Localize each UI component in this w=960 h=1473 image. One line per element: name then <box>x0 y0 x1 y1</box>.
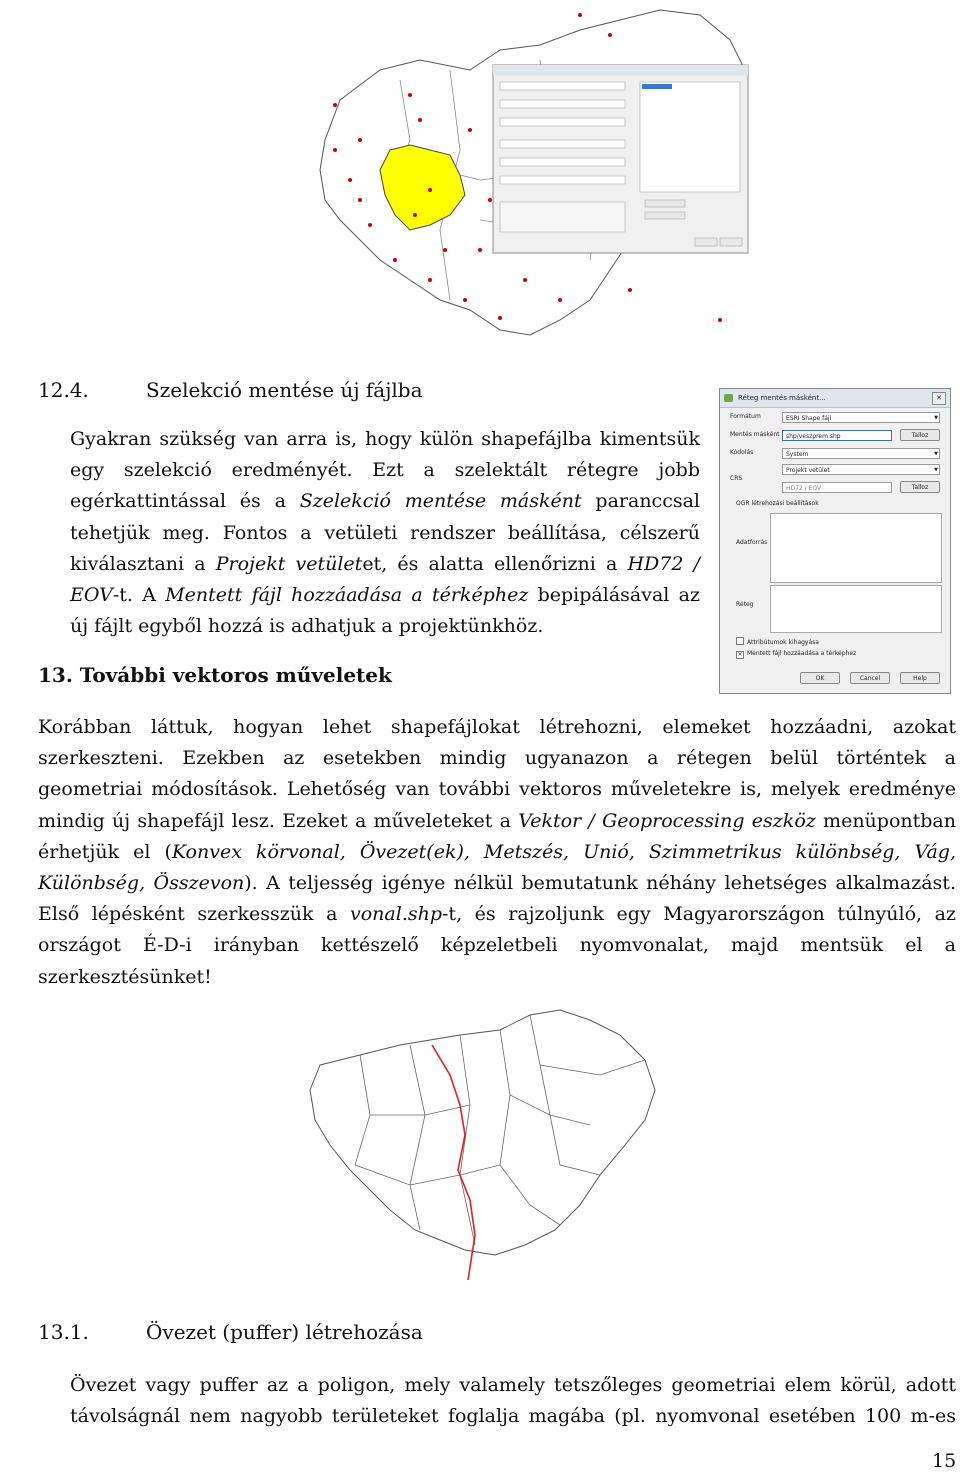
section-13-heading: 13. További vektoros műveletek <box>38 663 392 687</box>
selection-map-figure <box>300 0 760 345</box>
dialog-titlebar <box>720 389 950 408</box>
section-12-4-heading <box>38 378 423 402</box>
dialog-title: Réteg mentés másként... <box>738 394 826 402</box>
text-line: tehetjük meg. Fontos a vetületi rendszer beállítása, célszerű <box>70 521 700 544</box>
paragraph-selection-save <box>70 424 700 642</box>
format-label: Formátum <box>730 413 761 420</box>
text-line: egy szelekció eredményét. Ezt a szelektált rétegre jobb <box>70 459 700 482</box>
hungary-outline <box>310 1010 655 1255</box>
datasource-textarea[interactable] <box>770 513 942 583</box>
saveas-input[interactable]: shp/veszprem.shp <box>782 430 892 441</box>
text-line: új fájlt egyből hozzá is adhatjuk a projektünkhöz. <box>70 615 544 638</box>
text-line: Övezet vagy puffer az a poligon, mely valamely tetszőleges geometriai elem körül, adott <box>70 1374 956 1396</box>
checkbox-checked[interactable]: ✕ <box>737 651 743 658</box>
datasource-label: Adatforrás <box>736 539 768 546</box>
text-line: EOV-t. A Mentett fájl hozzáadása a térképhez bepipálásával az <box>70 583 700 606</box>
text-line: Első lépésként szerkesszük a vonal.shp-t, és rajzoljunk egy Magyarországon túlnyúló, az <box>38 903 956 926</box>
close-icon[interactable]: ✕ <box>932 392 946 405</box>
ok-button[interactable]: OK <box>800 672 840 684</box>
ogr-options-label: OGR létrehozási beállítások <box>736 500 819 507</box>
text-line: Gyakran szükség van arra is, hogy külön shapefájlba kimentsük <box>70 428 700 450</box>
text-line: szerkesztésünket! <box>38 965 212 988</box>
text-line: kiválasztani a Projekt vetületet, és alatta ellenőrizni a HD72 / <box>70 552 701 575</box>
format-select[interactable]: ESRI Shape fájl ▼ <box>782 412 940 423</box>
cut-line-map-figure <box>300 1005 670 1285</box>
text-line: távolságnál nem nagyobb területeket foglalja magába (pl. nyomvonal esetében 100 m-es <box>70 1405 956 1428</box>
selected-county <box>380 145 465 230</box>
text-line: Korábban láttuk, hogyan lehet shapefájlokat létrehozni, elemeket hozzáadni, azokat <box>38 716 956 738</box>
chevron-down-icon: ▼ <box>934 451 938 457</box>
text-line: érhetjük el (Konvex körvonal, Övezet(ek), Metszés, Unió, Szimmetrikus különbség, Vág, <box>38 840 956 863</box>
text-line: szerkeszteni. Ezekben az esetekben mindig ugyanazon a rétegen belül történtek a <box>38 747 956 770</box>
help-button[interactable]: Help <box>900 672 940 684</box>
browse-crs-button[interactable]: Talloz <box>900 481 940 493</box>
encoding-select[interactable]: System ▼ <box>782 448 940 459</box>
select-dialog-thumbnail <box>493 65 748 253</box>
section-number: 12.4. <box>38 378 89 402</box>
section-title: Övezet (puffer) létrehozása <box>146 1320 423 1344</box>
save-as-dialog <box>719 388 951 694</box>
encoding-label: Kódolás <box>730 449 754 456</box>
layer-textarea[interactable] <box>770 585 942 633</box>
text-line: geometriai módosítások. Lehetőség van további vektoros műveletekre is, melyek eredménye <box>38 778 956 801</box>
text-line: országot É-D-i irányban kettészelő képzeletbeli nyomvonalat, majd mentsük el a <box>38 934 956 957</box>
paragraph-buffer <box>70 1370 956 1432</box>
section-13-1-heading <box>38 1320 423 1344</box>
browse-button[interactable]: Talloz <box>900 429 940 441</box>
paragraph-vector-operations <box>38 712 956 993</box>
cut-line <box>432 1045 475 1280</box>
text-line: mindig új shapefájl lesz. Ezeket a műveleteket a Vektor / Geoprocessing eszköz menüpontban <box>38 809 956 832</box>
cancel-button[interactable]: Cancel <box>850 672 890 684</box>
crs-input[interactable]: HD72 / EOV <box>782 482 892 493</box>
saveas-label: Mentés másként <box>730 431 780 438</box>
text-line: egérkattintással és a Szelekció mentése másként paranccsal <box>70 490 700 513</box>
qgis-icon <box>724 394 733 402</box>
page-number: 15 <box>932 1450 957 1472</box>
chevron-down-icon: ▼ <box>934 415 938 421</box>
skip-attributes-checkbox[interactable]: Attribútumok kihagyása <box>736 637 819 647</box>
crs-label: CRS <box>730 475 743 482</box>
section-number: 13.1. <box>38 1320 89 1344</box>
section-title: Szelekció mentése új fájlba <box>146 378 423 402</box>
add-file-checkbox[interactable]: ✕ Mentett fájl hozzáadása a térképhez <box>737 650 857 658</box>
layer-label: Réteg <box>736 601 754 608</box>
crs-option-select[interactable]: Projekt vetület ▼ <box>782 464 940 475</box>
text-line: Különbség, Összevon). A teljesség igénye nélkül bemutatunk néhány lehetséges alkalmazást. <box>38 871 956 894</box>
chevron-down-icon: ▼ <box>934 467 938 473</box>
checkbox[interactable] <box>736 637 744 645</box>
